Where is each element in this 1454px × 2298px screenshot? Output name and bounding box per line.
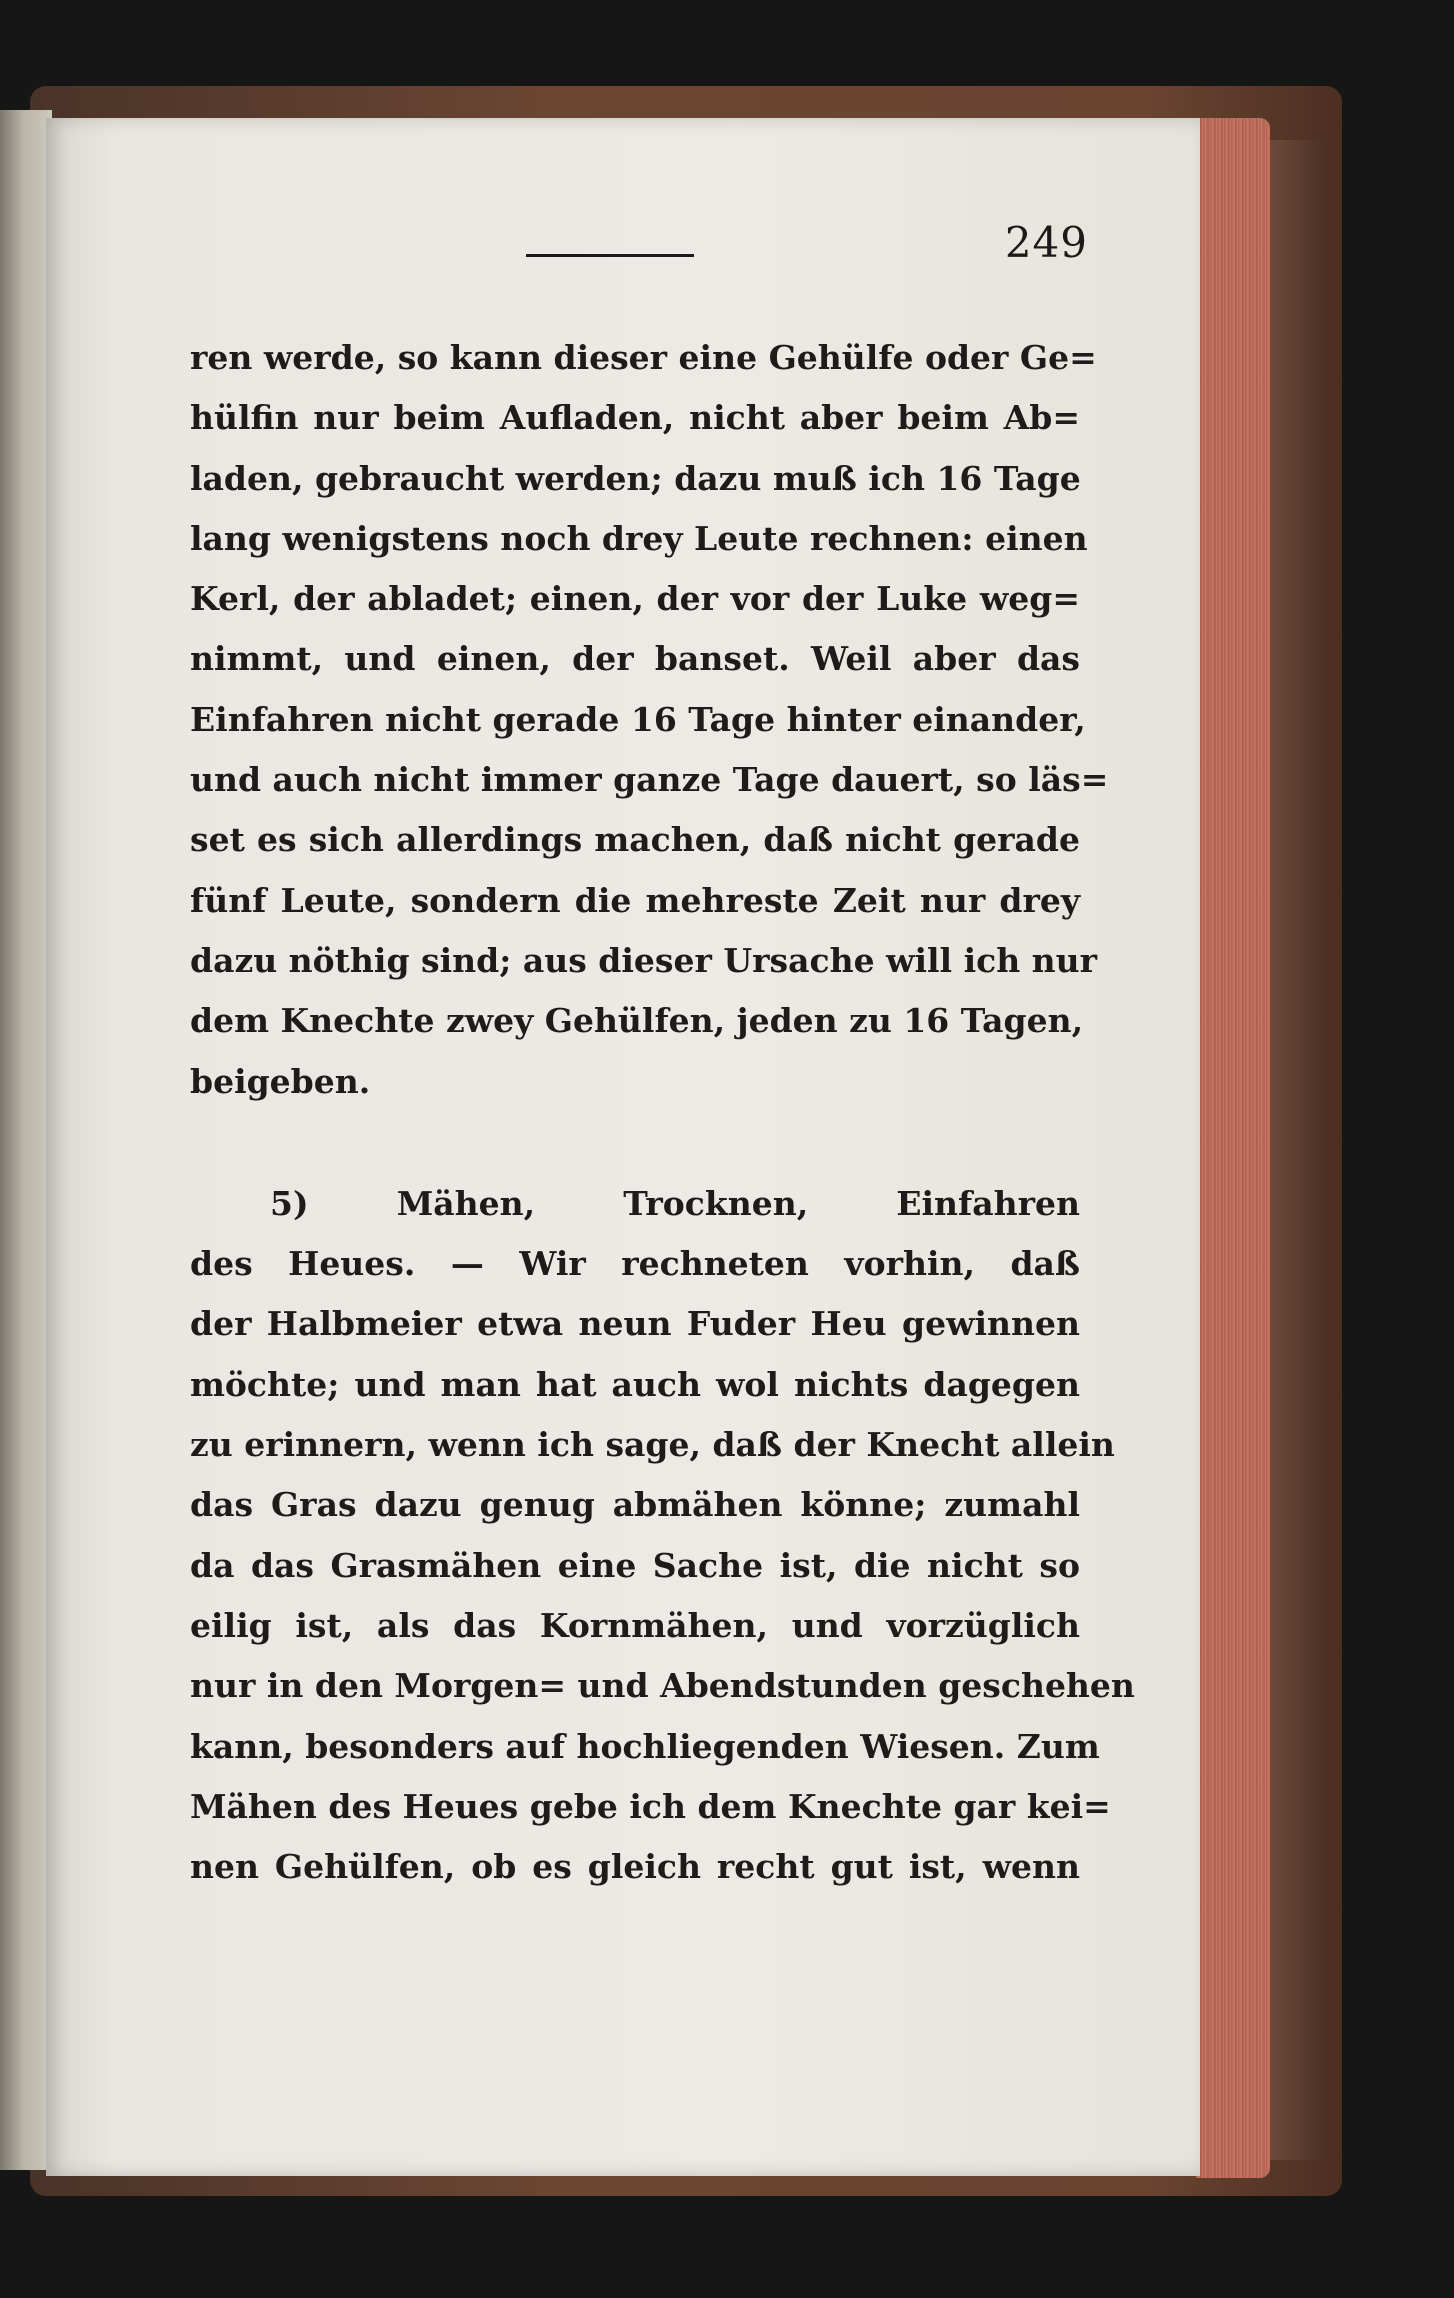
header-rule	[526, 254, 694, 257]
text-line: nen Gehülfen, ob es gleich recht gut ist, wenn	[190, 1847, 1080, 1887]
book-page	[46, 118, 1200, 2176]
text-line: Einfahren nicht gerade 16 Tage hinter einander,	[190, 699, 1086, 739]
text-line: hülfin nur beim Aufladen, nicht aber beim Ab=	[190, 398, 1080, 438]
section-heading-line: 5) Mähen, Trocknen, Einfahren	[270, 1183, 1080, 1223]
text-line: und auch nicht immer ganze Tage dauert, so läs=	[190, 760, 1109, 800]
text-line: da das Grasmähen eine Sache ist, die nicht so	[190, 1545, 1080, 1585]
text-line: laden, gebraucht werden; dazu muß ich 16 Tage	[190, 458, 1081, 498]
page-number: 249	[1004, 218, 1088, 267]
text-line: dazu nöthig sind; aus dieser Ursache will ich nur	[190, 940, 1098, 980]
text-line: zu erinnern, wenn ich sage, daß der Knecht allein	[190, 1425, 1115, 1465]
text-line: beigeben.	[190, 1061, 371, 1101]
text-line: Kerl, der abladet; einen, der vor der Luke weg=	[190, 579, 1080, 619]
text-line: möchte; und man hat auch wol nichts dagegen	[190, 1364, 1080, 1404]
text-line: dem Knechte zwey Gehülfen, jeden zu 16 Tagen,	[190, 1001, 1084, 1041]
text-line: des Heues. — Wir rechneten vorhin, daß	[190, 1244, 1080, 1284]
text-line: fünf Leute, sondern die mehreste Zeit nur drey	[190, 880, 1080, 920]
page-fore-edge	[1196, 118, 1270, 2178]
text-line: ren werde, so kann dieser eine Gehülfe oder Ge=	[190, 338, 1097, 377]
text-line: kann, besonders auf hochliegenden Wiesen. Zum	[190, 1726, 1100, 1766]
text-line: lang wenigstens noch drey Leute rechnen: einen	[190, 518, 1088, 558]
text-line: der Halbmeier etwa neun Fuder Heu gewinnen	[190, 1304, 1080, 1344]
text-line: nimmt, und einen, der banset. Weil aber das	[190, 639, 1080, 679]
text-line: eilig ist, als das Kornmähen, und vorzüglich	[190, 1605, 1080, 1645]
left-facing-page	[0, 110, 52, 2170]
text-line: Mähen des Heues gebe ich dem Knechte gar kei=	[190, 1786, 1111, 1826]
page-text	[190, 328, 1135, 1897]
paragraph-gap	[190, 1112, 1080, 1174]
text-line: set es sich allerdings machen, daß nicht gerade	[190, 820, 1080, 860]
cover-edge	[1268, 140, 1328, 2160]
text-line: nur in den Morgen= und Abendstunden geschehen	[190, 1666, 1135, 1706]
text-line: das Gras dazu genug abmähen könne; zumahl	[190, 1485, 1080, 1525]
